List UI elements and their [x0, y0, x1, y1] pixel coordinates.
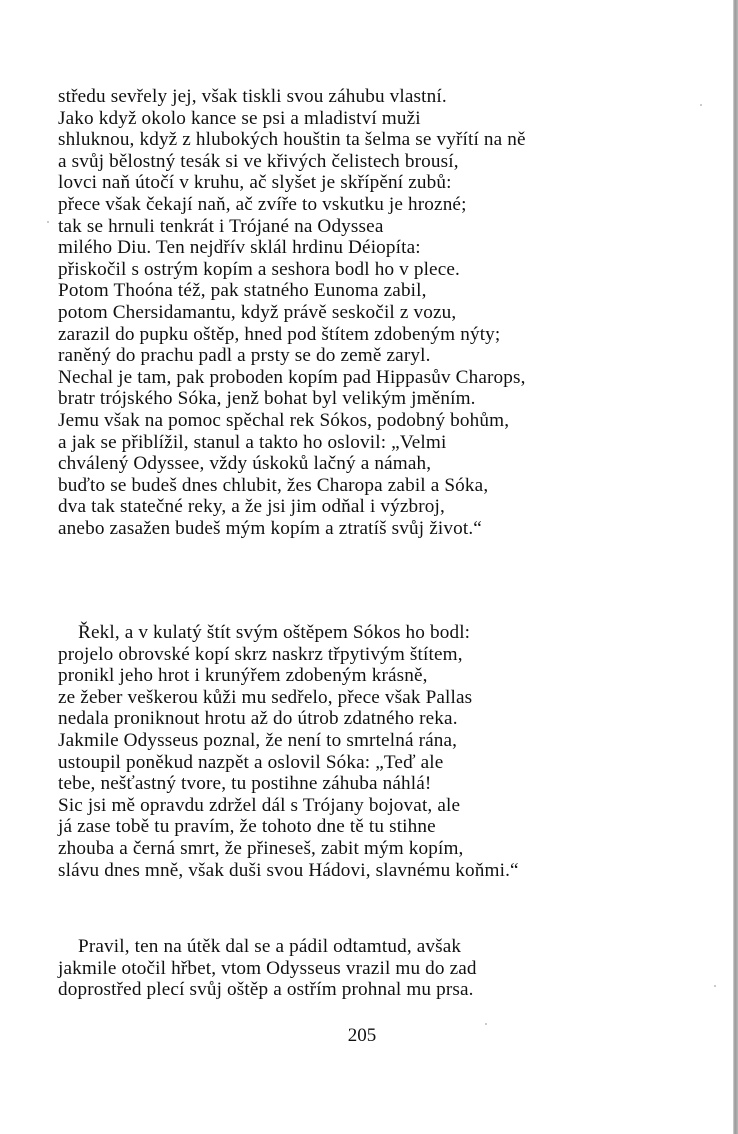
scan-speck [714, 985, 716, 987]
text-line: projelo obrovské kopí skrz naskrz třpytivým štítem, [58, 643, 463, 665]
text-line: raněný do prachu padl a prsty se do země zaryl. [58, 345, 431, 367]
paragraph-1 [58, 86, 678, 539]
text-line: ustoupil poněkud nazpět a oslovil Sóka: „Teď ale [58, 751, 444, 773]
text-line: a svůj bělostný tesák si ve křivých čelistech brousí, [58, 150, 459, 172]
text-line: pronikl jeho hrot i krunýřem zdobeným krásně, [58, 665, 428, 687]
text-line: tebe, nešťastný tvore, tu postihne záhuba náhlá! [58, 773, 432, 795]
text-line: Jakmile Odysseus poznal, že není to smrtelná rána, [58, 729, 458, 751]
text-line: chválený Odyssee, vždy úskoků lačný a námah, [58, 453, 432, 475]
text-line: doprostřed plecí svůj oštěp a ostřím prohnal mu prsa. [58, 979, 474, 1001]
paragraph-2 [58, 622, 678, 881]
text-line: Řekl, a v kulatý štít svým oštěpem Sókos ho bodl: [78, 622, 471, 643]
text-line: dva tak statečné reky, a že jsi jim odňal i výzbroj, [58, 496, 445, 518]
text-line: Sic jsi mě opravdu zdržel dál s Trójany bojovat, ale [58, 794, 461, 816]
paragraph-3 [58, 936, 678, 1001]
text-line: slávu dnes mně, však duši svou Hádovi, slavnému koňmi.“ [58, 859, 519, 881]
page-number [0, 1025, 738, 1047]
text-line: shluknou, když z hlubokých houštin ta šelma se vyřítí na ně [58, 129, 526, 151]
text-line: milého Diu. Ten nejdřív sklál hrdinu Déiopíta: [58, 237, 421, 259]
text-line: Pravil, ten na útěk dal se a pádil odtamtud, avšak [78, 936, 462, 957]
text-line: Nechal je tam, pak proboden kopím pad Hippasův Charops, [58, 366, 526, 388]
text-line: zhouba a černá smrt, že přineseš, zabit mým kopím, [58, 837, 464, 859]
text-line: potom Chersidamantu, když právě seskočil z vozu, [58, 301, 457, 323]
scan-speck [485, 1023, 487, 1025]
text-line: a jak se přiblížil, stanul a takto ho oslovil: „Velmi [58, 431, 447, 453]
scan-speck [47, 221, 49, 223]
text-line: přece však čekají naň, ač zvíře to vskutku je hrozné; [58, 193, 467, 215]
text-line: Jako když okolo kance se psi a mladiství muži [58, 107, 421, 129]
text-line: středu sevřely jej, však tiskli svou záhubu vlastní. [58, 86, 447, 107]
scan-speck [700, 104, 702, 106]
text-line: přiskočil s ostrým kopím a seshora bodl ho v plece. [58, 258, 460, 280]
text-line: nedala proniknout hrotu až do útrob zdatného reka. [58, 708, 458, 730]
text-line: lovci naň útočí v kruhu, ač slyšet je skřípění zubů: [58, 172, 452, 194]
text-line: bratr trójského Sóka, jenž bohat byl velikým jměním. [58, 388, 476, 410]
text-line: ze žeber veškerou kůži mu sedřelo, přece však Pallas [58, 686, 473, 708]
text-line: jakmile otočil hřbet, vtom Odysseus vrazil mu do zad [58, 957, 477, 979]
text-line: anebo zasažen budeš mým kopím a ztratíš svůj život.“ [58, 517, 482, 539]
text-line: Jemu však na pomoc spěchal rek Sókos, podobný bohům, [58, 409, 510, 431]
text-line: já zase tobě tu pravím, že tohoto dne tě tu stihne [58, 816, 436, 838]
page-number-text: 205 [347, 1025, 377, 1046]
text-line: zarazil do pupku oštěp, hned pod štítem zdobeným nýty; [58, 323, 501, 345]
text-line: Potom Thoóna též, pak statného Eunoma zabil, [58, 280, 427, 302]
page-edge-shadow [733, 0, 738, 1134]
text-line: tak se hrnuli tenkrát i Trójané na Odyssea [58, 215, 384, 237]
text-line: buďto se budeš dnes chlubit, žes Charopa zabil a Sóka, [58, 474, 489, 496]
